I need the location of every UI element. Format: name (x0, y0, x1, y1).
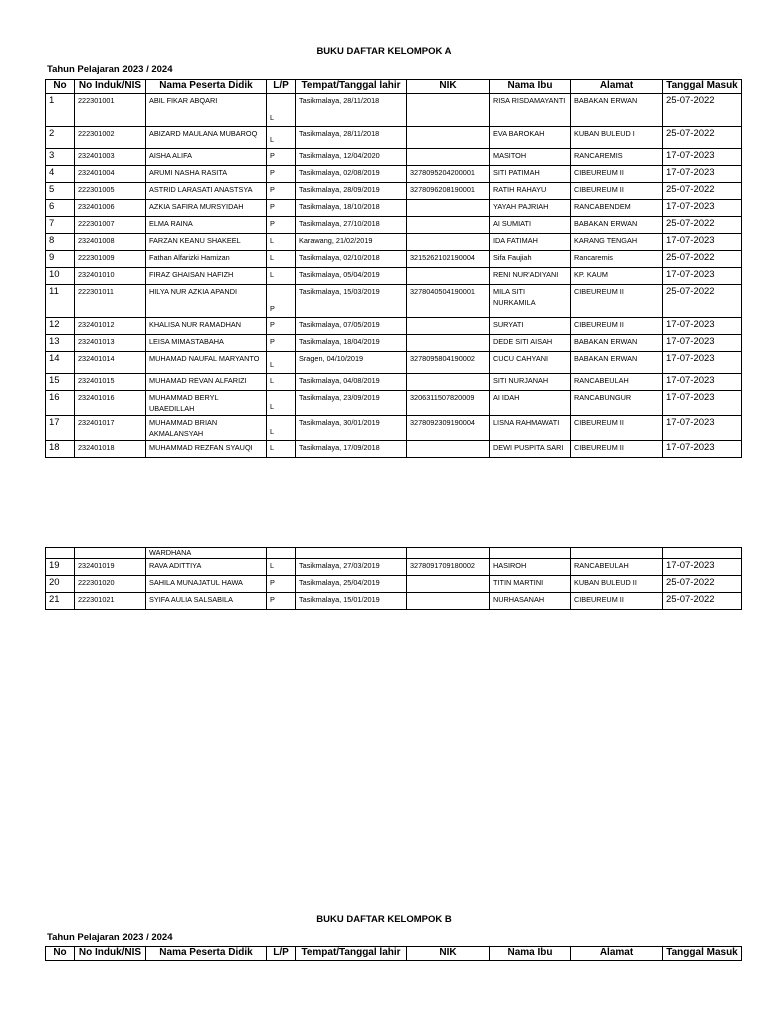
cell-name: Fathan Alfarizki Hamizan (146, 251, 267, 268)
cell-lp: L (267, 559, 296, 576)
cell-entry-date: 17-07-2023 (663, 335, 742, 352)
cell-mother: NURHASANAH (490, 593, 571, 610)
cell-no: 15 (46, 374, 75, 391)
cell-mother: RATIH RAHAYU (490, 183, 571, 200)
cell-nik (407, 149, 490, 166)
header-name: Nama Peserta Didik (146, 947, 267, 961)
cell-birth: Tasikmalaya, 02/10/2018 (296, 251, 407, 268)
cell-birth: Tasikmalaya, 02/08/2019 (296, 166, 407, 183)
cell-no: 14 (46, 352, 75, 374)
cell-no: 17 (46, 416, 75, 441)
cell-no: 20 (46, 576, 75, 593)
cell-birth: Tasikmalaya, 30/01/2019 (296, 416, 407, 441)
cell-birth: Tasikmalaya, 18/04/2019 (296, 335, 407, 352)
header-birth: Tempat/Tanggal lahir (296, 947, 407, 961)
header-address: Alamat (571, 80, 663, 94)
cell-nis: 232401015 (75, 374, 146, 391)
cell-birth: Tasikmalaya, 28/11/2018 (296, 127, 407, 149)
cell-nik (407, 441, 490, 458)
table-row (46, 593, 742, 610)
cell-nik (407, 576, 490, 593)
cell-nik: 3278096208190001 (407, 183, 490, 200)
cell-entry-date: 17-07-2023 (663, 352, 742, 374)
header-nik: NIK (407, 80, 490, 94)
cell-address: KUBAN BULEUD I (571, 127, 663, 149)
cell-name: RAVA ADITTIYA (146, 559, 267, 576)
cell-nik: 3278040504190001 (407, 285, 490, 318)
cell-mother: Sifa Faujiah (490, 251, 571, 268)
cell-nik (407, 318, 490, 335)
cell-nis (75, 548, 146, 559)
cell-nis: 232401003 (75, 149, 146, 166)
cell-lp: P (267, 149, 296, 166)
cell-nik (407, 94, 490, 127)
cell-name: AISHA ALIFA (146, 149, 267, 166)
cell-no: 16 (46, 391, 75, 416)
section-a-year: Tahun Pelajaran 2023 / 2024 (47, 64, 173, 75)
cell-birth: Tasikmalaya, 23/09/2019 (296, 391, 407, 416)
cell-lp (267, 548, 296, 559)
table-header-row (46, 947, 742, 961)
cell-birth: Tasikmalaya, 05/04/2019 (296, 268, 407, 285)
header-mother-name: Nama Ibu (490, 947, 571, 961)
cell-mother: IDA FATIMAH (490, 234, 571, 251)
cell-entry-date: 25-07-2022 (663, 251, 742, 268)
cell-lp: P (267, 593, 296, 610)
cell-address: RANCABENDEM (571, 200, 663, 217)
header-address: Alamat (571, 947, 663, 961)
table-row (46, 374, 742, 391)
header-name: Nama Peserta Didik (146, 80, 267, 94)
table-row (46, 149, 742, 166)
cell-entry-date: 17-07-2023 (663, 200, 742, 217)
cell-birth: Tasikmalaya, 25/04/2019 (296, 576, 407, 593)
cell-mother: MILA SITI NURKAMILA (490, 285, 571, 318)
cell-name: ARUMI NASHA RASITA (146, 166, 267, 183)
cell-birth (296, 548, 407, 559)
cell-lp: L (267, 416, 296, 441)
cell-entry-date: 17-07-2023 (663, 416, 742, 441)
cell-entry-date: 25-07-2022 (663, 593, 742, 610)
cell-name: SYIFA AULIA SALSABILA (146, 593, 267, 610)
cell-lp: L (267, 127, 296, 149)
cell-nik: 3215262102190004 (407, 251, 490, 268)
cell-name: FIRAZ GHAISAN HAFIZH (146, 268, 267, 285)
cell-nik (407, 200, 490, 217)
header-no: No (46, 80, 75, 94)
cell-mother (490, 548, 571, 559)
table-row (46, 251, 742, 268)
cell-nis: 232401016 (75, 391, 146, 416)
cell-birth: Tasikmalaya, 15/01/2019 (296, 593, 407, 610)
cell-name: AZKIA SAFIRA MURSYIDAH (146, 200, 267, 217)
cell-mother: MASITOH (490, 149, 571, 166)
cell-mother: YAYAH PAJRIAH (490, 200, 571, 217)
cell-lp: P (267, 200, 296, 217)
cell-nis: 222301021 (75, 593, 146, 610)
cell-address: RANCABEULAH (571, 559, 663, 576)
cell-birth: Tasikmalaya, 18/10/2018 (296, 200, 407, 217)
cell-nis: 232401014 (75, 352, 146, 374)
cell-nis: 222301001 (75, 94, 146, 127)
cell-entry-date: 17-07-2023 (663, 391, 742, 416)
cell-address: CIBEUREUM II (571, 318, 663, 335)
cell-lp: P (267, 285, 296, 318)
header-nik: NIK (407, 947, 490, 961)
cell-address: CIBEUREUM II (571, 593, 663, 610)
cell-lp: P (267, 576, 296, 593)
table-row (46, 576, 742, 593)
cell-name: KHALISA NUR RAMADHAN (146, 318, 267, 335)
cell-nik (407, 217, 490, 234)
cell-nis: 222301002 (75, 127, 146, 149)
cell-lp: P (267, 335, 296, 352)
cell-name: WARDHANA (146, 548, 267, 559)
cell-nis: 232401018 (75, 441, 146, 458)
cell-birth: Tasikmalaya, 28/11/2018 (296, 94, 407, 127)
cell-address: CIBEUREUM II (571, 166, 663, 183)
section-a-title: BUKU DAFTAR KELOMPOK A (316, 46, 452, 57)
cell-mother: SITI PATIMAH (490, 166, 571, 183)
student-table-a-continued (45, 547, 742, 610)
header-nis: No Induk/NIS (75, 80, 146, 94)
cell-name: ASTRID LARASATI ANASTSYA (146, 183, 267, 200)
table-row (46, 335, 742, 352)
table-row (46, 94, 742, 127)
cell-address: RANCAREMIS (571, 149, 663, 166)
cell-address: CIBEUREUM II (571, 183, 663, 200)
cell-birth: Sragen, 04/10/2019 (296, 352, 407, 374)
cell-entry-date: 25-07-2022 (663, 285, 742, 318)
table-row (46, 441, 742, 458)
cell-lp: P (267, 183, 296, 200)
cell-lp: L (267, 94, 296, 127)
cell-entry-date: 25-07-2022 (663, 94, 742, 127)
cell-address: BABAKAN ERWAN (571, 217, 663, 234)
cell-no: 8 (46, 234, 75, 251)
section-b-title: BUKU DAFTAR KELOMPOK B (316, 914, 452, 925)
cell-nik: 3278095204200001 (407, 166, 490, 183)
table-row (46, 234, 742, 251)
cell-birth: Tasikmalaya, 07/05/2019 (296, 318, 407, 335)
cell-mother: EVA BAROKAH (490, 127, 571, 149)
cell-address: CIBEUREUM II (571, 416, 663, 441)
cell-no: 5 (46, 183, 75, 200)
cell-name: MUHAMMAD REZFAN SYAUQI (146, 441, 267, 458)
cell-nis: 222301011 (75, 285, 146, 318)
cell-nis: 232401008 (75, 234, 146, 251)
cell-entry-date: 25-07-2022 (663, 217, 742, 234)
table-row (46, 127, 742, 149)
cell-entry-date: 17-07-2023 (663, 166, 742, 183)
header-birth: Tempat/Tanggal lahir (296, 80, 407, 94)
cell-nis: 232401019 (75, 559, 146, 576)
cell-lp: L (267, 441, 296, 458)
cell-mother: AI SUMIATI (490, 217, 571, 234)
cell-name: MUHAMMAD BRIAN AKMALANSYAH (146, 416, 267, 441)
cell-nik: 3278095804190002 (407, 352, 490, 374)
cell-lp: L (267, 268, 296, 285)
cell-lp: L (267, 234, 296, 251)
cell-address: KP. KAUM (571, 268, 663, 285)
cell-nik (407, 335, 490, 352)
section-b-year: Tahun Pelajaran 2023 / 2024 (47, 932, 173, 943)
table-row (46, 416, 742, 441)
cell-entry-date (663, 548, 742, 559)
cell-no: 10 (46, 268, 75, 285)
cell-mother: DEWI PUSPITA SARI (490, 441, 571, 458)
header-lp: L/P (267, 947, 296, 961)
cell-birth: Tasikmalaya, 27/10/2018 (296, 217, 407, 234)
cell-nik (407, 593, 490, 610)
cell-birth: Tasikmalaya, 04/08/2019 (296, 374, 407, 391)
cell-no: 21 (46, 593, 75, 610)
student-table-b (45, 946, 742, 961)
cell-name: MUHAMAD REVAN ALFARIZI (146, 374, 267, 391)
cell-entry-date: 25-07-2022 (663, 183, 742, 200)
cell-nis: 232401004 (75, 166, 146, 183)
table-row (46, 217, 742, 234)
header-no: No (46, 947, 75, 961)
table-row (46, 285, 742, 318)
cell-address: CIBEUREUM II (571, 441, 663, 458)
cell-no: 7 (46, 217, 75, 234)
cell-entry-date: 17-07-2023 (663, 559, 742, 576)
table-row (46, 318, 742, 335)
cell-no: 9 (46, 251, 75, 268)
cell-name: HILYA NUR AZKIA APANDI (146, 285, 267, 318)
table-row (46, 166, 742, 183)
table-row (46, 559, 742, 576)
cell-nis: 232401012 (75, 318, 146, 335)
cell-nik: 3278091709180002 (407, 559, 490, 576)
cell-name: LEISA MIMASTABAHA (146, 335, 267, 352)
cell-mother: HASIROH (490, 559, 571, 576)
header-nis: No Induk/NIS (75, 947, 146, 961)
cell-name: ABIZARD MAULANA MUBAROQ (146, 127, 267, 149)
header-entry-date: Tanggal Masuk (663, 947, 742, 961)
cell-address: RANCABEULAH (571, 374, 663, 391)
cell-nik (407, 548, 490, 559)
cell-no (46, 548, 75, 559)
cell-mother: SITI NURJANAH (490, 374, 571, 391)
cell-nis: 232401010 (75, 268, 146, 285)
cell-lp: L (267, 352, 296, 374)
cell-birth: Karawang, 21/02/2019 (296, 234, 407, 251)
table-row (46, 352, 742, 374)
cell-nik (407, 127, 490, 149)
cell-mother: SURYATI (490, 318, 571, 335)
table-header-row (46, 80, 742, 94)
cell-nis: 232401017 (75, 416, 146, 441)
cell-birth: Tasikmalaya, 28/09/2019 (296, 183, 407, 200)
header-lp: L/P (267, 80, 296, 94)
cell-address: RANCABUNGUR (571, 391, 663, 416)
cell-mother: TITIN MARTINI (490, 576, 571, 593)
header-mother-name: Nama Ibu (490, 80, 571, 94)
cell-address: CIBEUREUM II (571, 285, 663, 318)
cell-address: Rancaremis (571, 251, 663, 268)
cell-nis: 222301005 (75, 183, 146, 200)
cell-no: 1 (46, 94, 75, 127)
cell-lp: P (267, 318, 296, 335)
cell-nis: 232401006 (75, 200, 146, 217)
cell-mother: RENI NUR'ADIYANI (490, 268, 571, 285)
cell-entry-date: 17-07-2023 (663, 149, 742, 166)
header-entry-date: Tanggal Masuk (663, 80, 742, 94)
cell-birth: Tasikmalaya, 12/04/2020 (296, 149, 407, 166)
cell-entry-date: 17-07-2023 (663, 268, 742, 285)
cell-name: ABIL FIKAR ABQARI (146, 94, 267, 127)
continuation-row (46, 548, 742, 559)
cell-name: SAHILA MUNAJATUL HAWA (146, 576, 267, 593)
cell-lp: L (267, 374, 296, 391)
cell-lp: L (267, 391, 296, 416)
cell-lp: P (267, 217, 296, 234)
cell-no: 19 (46, 559, 75, 576)
cell-no: 6 (46, 200, 75, 217)
cell-nis: 232401013 (75, 335, 146, 352)
cell-nis: 222301020 (75, 576, 146, 593)
cell-lp: P (267, 166, 296, 183)
cell-nik (407, 374, 490, 391)
cell-mother: RISA RISDAMAYANTI (490, 94, 571, 127)
table-row (46, 268, 742, 285)
cell-mother: AI IDAH (490, 391, 571, 416)
cell-nik: 3206311507820009 (407, 391, 490, 416)
cell-mother: LISNA RAHMAWATI (490, 416, 571, 441)
cell-no: 4 (46, 166, 75, 183)
cell-entry-date: 17-07-2023 (663, 374, 742, 391)
table-row (46, 200, 742, 217)
cell-no: 12 (46, 318, 75, 335)
cell-address: KUBAN BULEUD II (571, 576, 663, 593)
cell-no: 13 (46, 335, 75, 352)
cell-birth: Tasikmalaya, 27/03/2019 (296, 559, 407, 576)
table-row (46, 391, 742, 416)
cell-lp: L (267, 251, 296, 268)
cell-entry-date: 17-07-2023 (663, 234, 742, 251)
cell-name: FARZAN KEANU SHAKEEL (146, 234, 267, 251)
cell-no: 11 (46, 285, 75, 318)
cell-address: KARANG TENGAH (571, 234, 663, 251)
student-table-a (45, 79, 742, 458)
cell-address: BABAKAN ERWAN (571, 335, 663, 352)
cell-nik (407, 268, 490, 285)
cell-entry-date: 25-07-2022 (663, 576, 742, 593)
cell-mother: CUCU CAHYANI (490, 352, 571, 374)
cell-address (571, 548, 663, 559)
cell-nik: 3278092309190004 (407, 416, 490, 441)
cell-nis: 222301007 (75, 217, 146, 234)
cell-name: MUHAMMAD BERYL UBAEDILLAH (146, 391, 267, 416)
cell-entry-date: 17-07-2023 (663, 318, 742, 335)
cell-mother: DEDE SITI AISAH (490, 335, 571, 352)
table-row (46, 183, 742, 200)
cell-birth: Tasikmalaya, 15/03/2019 (296, 285, 407, 318)
cell-no: 2 (46, 127, 75, 149)
cell-address: BABAKAN ERWAN (571, 94, 663, 127)
cell-entry-date: 17-07-2023 (663, 441, 742, 458)
cell-no: 3 (46, 149, 75, 166)
cell-nis: 222301009 (75, 251, 146, 268)
cell-birth: Tasikmalaya, 17/09/2018 (296, 441, 407, 458)
cell-no: 18 (46, 441, 75, 458)
cell-nik (407, 234, 490, 251)
cell-address: BABAKAN ERWAN (571, 352, 663, 374)
cell-name: MUHAMAD NAUFAL MARYANTO (146, 352, 267, 374)
cell-name: ELMA RAINA (146, 217, 267, 234)
cell-entry-date: 25-07-2022 (663, 127, 742, 149)
